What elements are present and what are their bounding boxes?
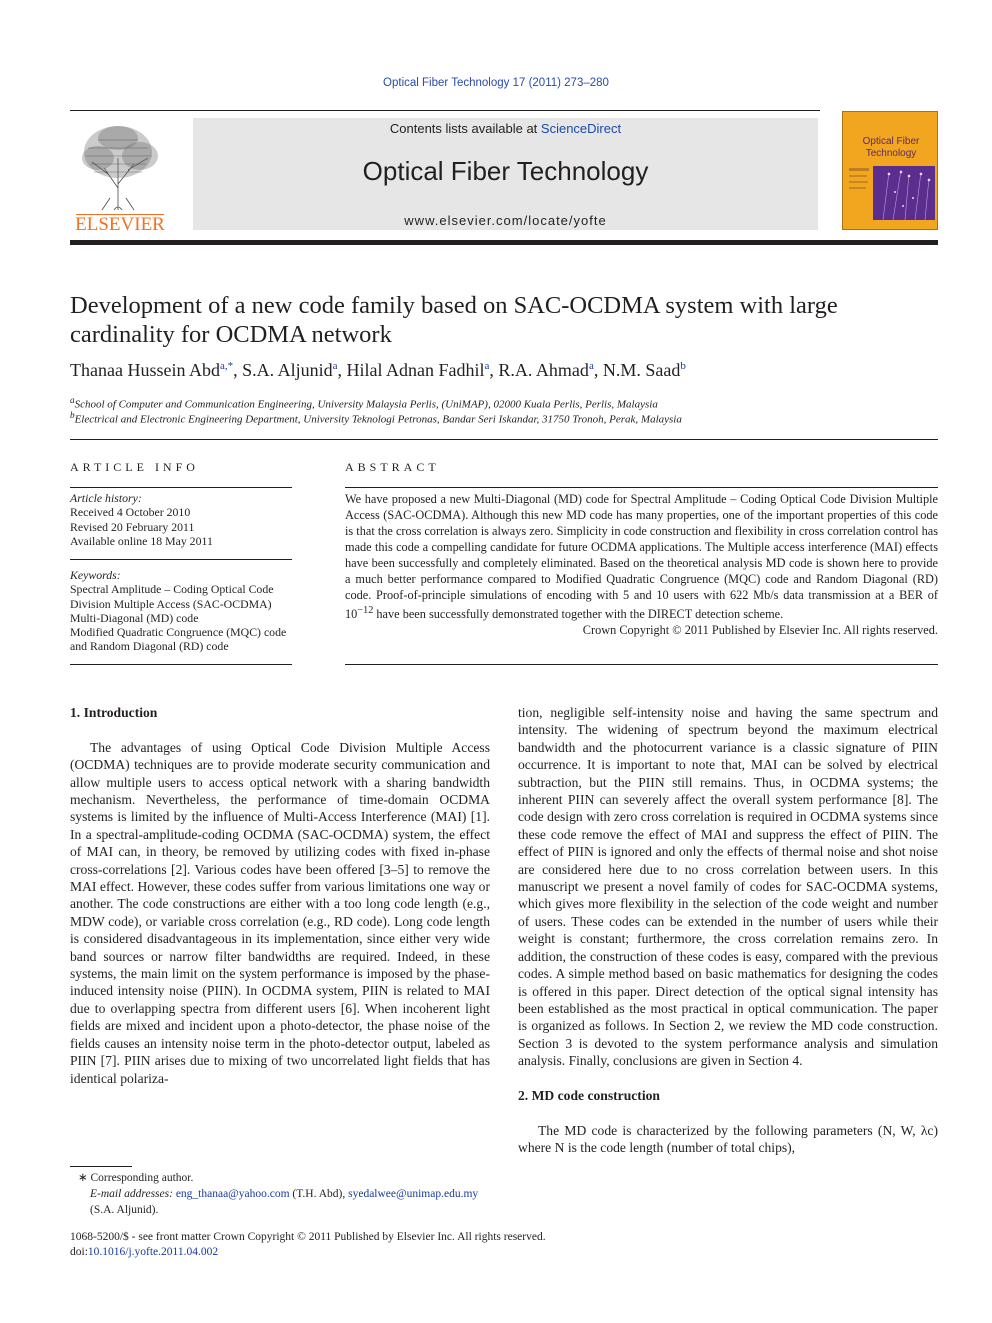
journal-cover-thumbnail[interactable] [842, 111, 938, 230]
section-heading-introduction: 1. Introduction [70, 705, 158, 720]
footnote [70, 1170, 490, 1218]
email-owner: (T.H. Abd), [292, 1188, 346, 1200]
email-owner: (S.A. Aljunid). [90, 1204, 159, 1216]
elsevier-wordmark: ELSEVIER [75, 214, 165, 234]
doi-link[interactable]: 10.1016/j.yofte.2011.04.002 [87, 1246, 219, 1258]
affiliation-b [70, 410, 930, 426]
paragraph: The advantages of using Optical Code Division Multiple Access (OCDMA) techniques are to provide moderate security communication and allow multiple users to access optical network with a sharing bandwidth mechanism. Nevertheless, the performance of time-domain OCDMA systems is limited by the influence of Multi-Access Interference (MAI) [1]. In a spectral-amplitude-coding OCDMA (SAC-OCDMA) system, the effect of MAI can, in theory, be removed by utilizing codes with fixed in-phase cross-correlations [2]. Various codes have been offered [3–5] to remove the MAI effect. However, these codes suffer from various limitations one way or another. The code constructions are either with a too long code length (e.g., MDW code), or variable cross correlation (e.g., RD code). Long code length is considered disadvantageous in its implementation, since either very wide band sources or narrow filter bandwidths are required. Indeed, in these systems, the main limit on the system performance is imposed by the phase-induced intensity noise (PIIN). In OCDMA system, PIIN is related to MAI due to overlapping spectra from different users [6]. When incoherent light fields are mixed and incident upon a photo-detector, the phase noise of the fields causes an intensity noise term in the photo-detector output, labeled as PIIN [7]. PIIN arises due to mixing of two uncorrelated light fields that has identical polariza- [70, 739, 490, 1086]
history-online: Available online 18 May 2011 [70, 533, 213, 548]
doi-label: doi: [70, 1246, 88, 1258]
divider [70, 559, 292, 560]
elsevier-tree-icon [68, 118, 172, 234]
article-history [70, 491, 300, 548]
author-name[interactable]: Thanaa Hussein Abd [70, 360, 220, 380]
history-revised: Revised 20 February 2011 [70, 519, 195, 534]
svg-text:Optical Fiber: Optical Fiber [862, 136, 920, 147]
divider [70, 487, 292, 488]
abstract-body [345, 491, 938, 638]
history-label: Article history: [70, 491, 142, 505]
footnote-rule [70, 1166, 132, 1167]
author-name[interactable]: S.A. Aljunid [242, 360, 333, 380]
affiliation-a [70, 395, 930, 411]
keyword-item: and Random Diagonal (RD) code [70, 639, 229, 654]
affiliation-marker: b [70, 410, 75, 420]
affiliation-marker: a [70, 395, 75, 405]
keywords [70, 568, 310, 654]
contents-prefix: Contents lists available at [389, 121, 541, 136]
journal-name: Optical Fiber Technology [362, 156, 649, 186]
svg-text:Technology: Technology [865, 148, 917, 159]
front-matter-info [70, 1230, 670, 1260]
article-title: Development of a new code family based on SAC-OCDMA system with large cardinality for OCDMA network [70, 292, 838, 348]
affiliation-text: Electrical and Electronic Engineering Department, University Teknologi Petronas, Bandar Seri Iskandar, 31750 Tronoh, Perak, Malaysia [74, 413, 682, 426]
body-column-left [70, 704, 490, 1087]
title-divider [70, 439, 938, 440]
keyword-item: Modified Quadratic Congruence (MQC) code [70, 625, 287, 640]
author-name[interactable]: N.M. Saad [602, 360, 681, 380]
keyword-item: Multi-Diagonal (MD) code [70, 610, 199, 625]
author-affiliation-sup[interactable]: a,* [219, 360, 234, 372]
author-affiliation-sup[interactable]: a [588, 360, 594, 372]
header-thick-rule [70, 240, 938, 245]
elsevier-logo [68, 118, 172, 234]
email-link[interactable]: syedalwee@unimap.edu.my [348, 1188, 479, 1200]
corresponding-author: Corresponding author. [90, 1172, 194, 1184]
keyword-item: Division Multiple Access (SAC-OCDMA) [70, 596, 272, 611]
history-received: Received 4 October 2010 [70, 505, 191, 520]
journal-cover-image [843, 112, 938, 230]
ber-exponent: −12 [357, 605, 374, 616]
sciencedirect-link[interactable]: ScienceDirect [540, 121, 622, 136]
abstract-heading: ABSTRACT [345, 460, 440, 474]
paragraph: The MD code is characterized by the following parameters (N, W, λc) where N is the code length (number of total chips), [518, 1122, 938, 1156]
body-column-right [518, 704, 938, 1157]
author-affiliation-sup[interactable]: a [332, 360, 338, 372]
abstract-text-end: have been successfully demonstrated together with the DIRECT detection scheme. [373, 607, 784, 622]
abstract-text: We have proposed a new Multi-Diagonal (MD) code for Spectral Amplitude – Coding Optical Code Division Multiple Access (SAC-OCDMA). Although this new MD code has many properties, one of the important properties of this code is that the cross correlation is always zero. Simplicity in code construction and flexibility in cross correlation control has made this code a compelling candidate for future OCDMA applications. The Multiple access interference (MAI) effects have been successfully and completely eliminated. Based on the theoretical analysis MD code is shown here to provide a much better performance compared to Modified Quadratic Congruence (MQC) code and Random Diagonal (RD) code. Proof-of-principle simulations of encoding with 5 and 10 users with 622 Mb/s data transmission at a BER of 10 [345, 492, 938, 622]
keywords-label: Keywords: [70, 568, 121, 582]
author-affiliation-sup[interactable]: b [680, 360, 686, 372]
issn-line: 1068-5200/$ - see front matter Crown Copyright © 2011 Published by Elsevier Inc. All rights reserved. [70, 1231, 546, 1243]
divider [345, 487, 938, 488]
footnote-star: ∗ [78, 1172, 88, 1184]
divider [345, 664, 938, 665]
paragraph: tion, negligible self-intensity noise and having the same spectrum and intensity. The widening of spectrum beyond the maximum electrical bandwidth and the photocurrent variance is a classic signature of PIIN occurrence. It is important to note that, MAI can be solved by electrical subtraction, but the PIIN still remains. Thus, in OCDMA systems; the inherent PIIN can severely affect the overall system performance [8]. The code design with zero cross correlation is required in OCDMA systems since these code remove the effect of MAI and suppress the effect of PIIN. The effect of PIIN is ignored and only the effects of thermal noise and shot noise are considered here due to no cross correlation between users. In this manuscript we present a novel family of codes for SAC-OCDMA systems, which gives more flexibility in the selection of the code weight and number of users. These codes can be extended in the number of users while their weight is constant; furthermore, the cross correlation remains zero. In addition, the construction of these codes is easy, compared with the previous codes. A simple method based on basic mathematics for designing the codes is offered in this paper. Direct detection of the optical signal intensity has been established as the most practical in optical communication. The paper is organized as follows. In Section 2, we review the MD code construction. Section 3 is devoted to the system performance analysis and simulation analysis. Finally, conclusions are given in Section 4. [518, 705, 938, 1069]
journal-reference[interactable]: Optical Fiber Technology 17 (2011) 273–280 [383, 77, 609, 89]
abstract-copyright: Crown Copyright © 2011 Published by Elsevier Inc. All rights reserved. [582, 623, 938, 638]
email-link[interactable]: eng_thanaa@yahoo.com [175, 1188, 290, 1200]
author-name[interactable]: R.A. Ahmad [498, 360, 589, 380]
contents-line [193, 121, 818, 136]
top-rule [70, 110, 820, 111]
author-list: Thanaa Hussein Abd$^{a,*}$, S.A. Aljunid$^a$, Hilal Adnan Fadhil$^a$, R.A. Ahmad$^a$, N.M. Saad$^b$ [70, 360, 686, 380]
section-heading-md-code: 2. MD code construction [518, 1087, 660, 1103]
journal-url[interactable]: www.elsevier.com/locate/yofte [404, 213, 607, 228]
article-info-heading: ARTICLE INFO [70, 460, 199, 474]
email-label: E-mail addresses: [90, 1188, 173, 1200]
keyword-item: Spectral Amplitude – Coding Optical Code [70, 582, 274, 597]
author-name[interactable]: Hilal Adnan Fadhil [346, 360, 485, 380]
author-affiliation-sup[interactable]: a [484, 360, 490, 372]
divider [70, 664, 292, 665]
affiliation-text: School of Computer and Communication Engineering, University Malaysia Perlis, (UniMAP), 02000 Kuala Perlis, Perlis, Malaysia [74, 398, 658, 411]
